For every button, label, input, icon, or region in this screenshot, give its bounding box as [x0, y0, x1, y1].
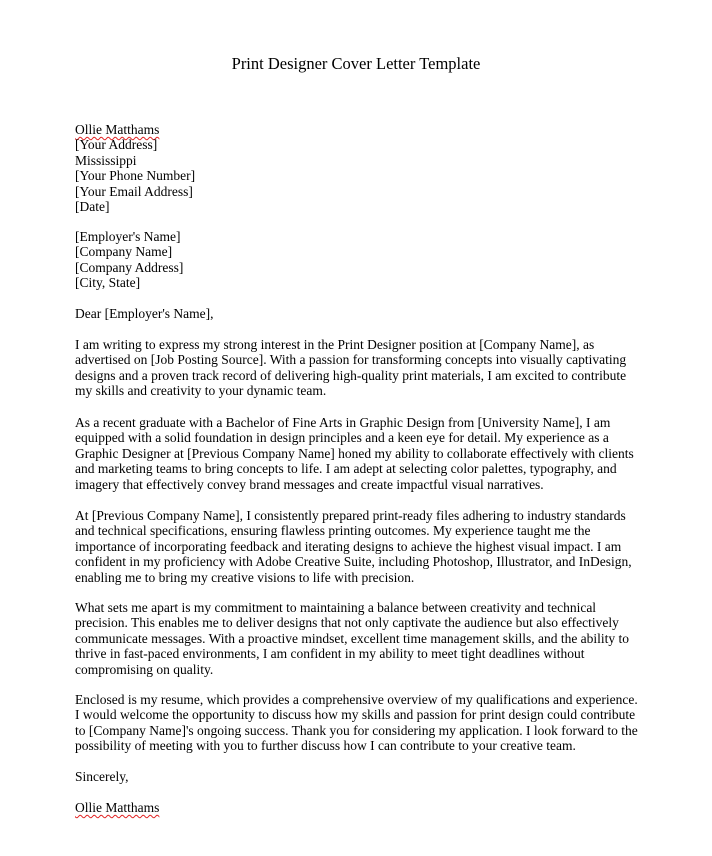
body-paragraph-2: As a recent graduate with a Bachelor of Fine Arts in Graphic Design from [University Name], I am equipped with a solid foundation in design principles and a keen eye for detail. My experience as a Graphic Designer at [Previous Company Name] honed my ability to collaborate effectively with clients and marketing teams to bring concepts to life. I am adept at selecting color palettes, typography, and imagery that effectively convey brand messages and create impactful visual narratives. [75, 415, 634, 492]
signature [75, 800, 645, 815]
signature-name: Ollie Matthams [75, 800, 160, 815]
sender-name: Ollie Matthams [75, 122, 160, 137]
sender-state: Mississippi [75, 152, 137, 168]
body-paragraph-1: I am writing to express my strong interest in the Print Designer position at [Company Name], as advertised on [Job Posting Source]. With a passion for transforming concepts into visually captivating designs and a proven track record of delivering high-quality print materials, I am excited to contribute my skills and creativity to your dynamic team. [75, 337, 627, 399]
salutation-text: Dear [Employer's Name], [75, 306, 214, 321]
body-paragraph-4: What sets me apart is my commitment to maintaining a balance between creativity and technical precision. This enables me to deliver designs that not only captivate the audience but also effectively communicate messages. With a proactive mindset, excellent time management skills, and the ability to thrive in fast-paced environments, I am confident in my ability to meet tight deadlines without compromising on quality. [75, 600, 630, 677]
recipient-address: [Company Address] [75, 259, 184, 275]
body-paragraph-5: Enclosed is my resume, which provides a comprehensive overview of my qualifications and experience. I would welcome the opportunity to discuss how my skills and passion for print design could contribute to [Company Name]'s ongoing success. Thank you for considering my application. I look forward to the possibility of meeting with you to further discuss how I can contribute to your creative team. [75, 692, 638, 754]
body-paragraph-3: At [Previous Company Name], I consistently prepared print-ready files adhering to industry standards and technical specifications, ensuring flawless printing outcomes. My experience taught me the importance of incorporating feedback and iterating designs to achieve the highest visual impact. I am confident in my proficiency with Adobe Creative Suite, including Photoshop, Illustrator, and InDesign, enabling me to bring my creative visions to life with precision. [75, 508, 632, 585]
sender-email: [Your Email Address] [75, 183, 193, 199]
document-title: Print Designer Cover Letter Template [231, 54, 481, 73]
closing [75, 769, 645, 784]
recipient-block [75, 229, 645, 291]
sender-date: [Date] [75, 199, 110, 215]
recipient-company: [Company Name] [75, 244, 173, 260]
salutation [75, 306, 645, 321]
sender-address: [Your Address] [75, 137, 158, 153]
sender-block [75, 122, 645, 214]
recipient-city-state: [City, State] [75, 275, 141, 291]
recipient-name: [Employer's Name] [75, 229, 181, 244]
sender-phone: [Your Phone Number] [75, 168, 196, 184]
closing-text: Sincerely, [75, 769, 129, 784]
